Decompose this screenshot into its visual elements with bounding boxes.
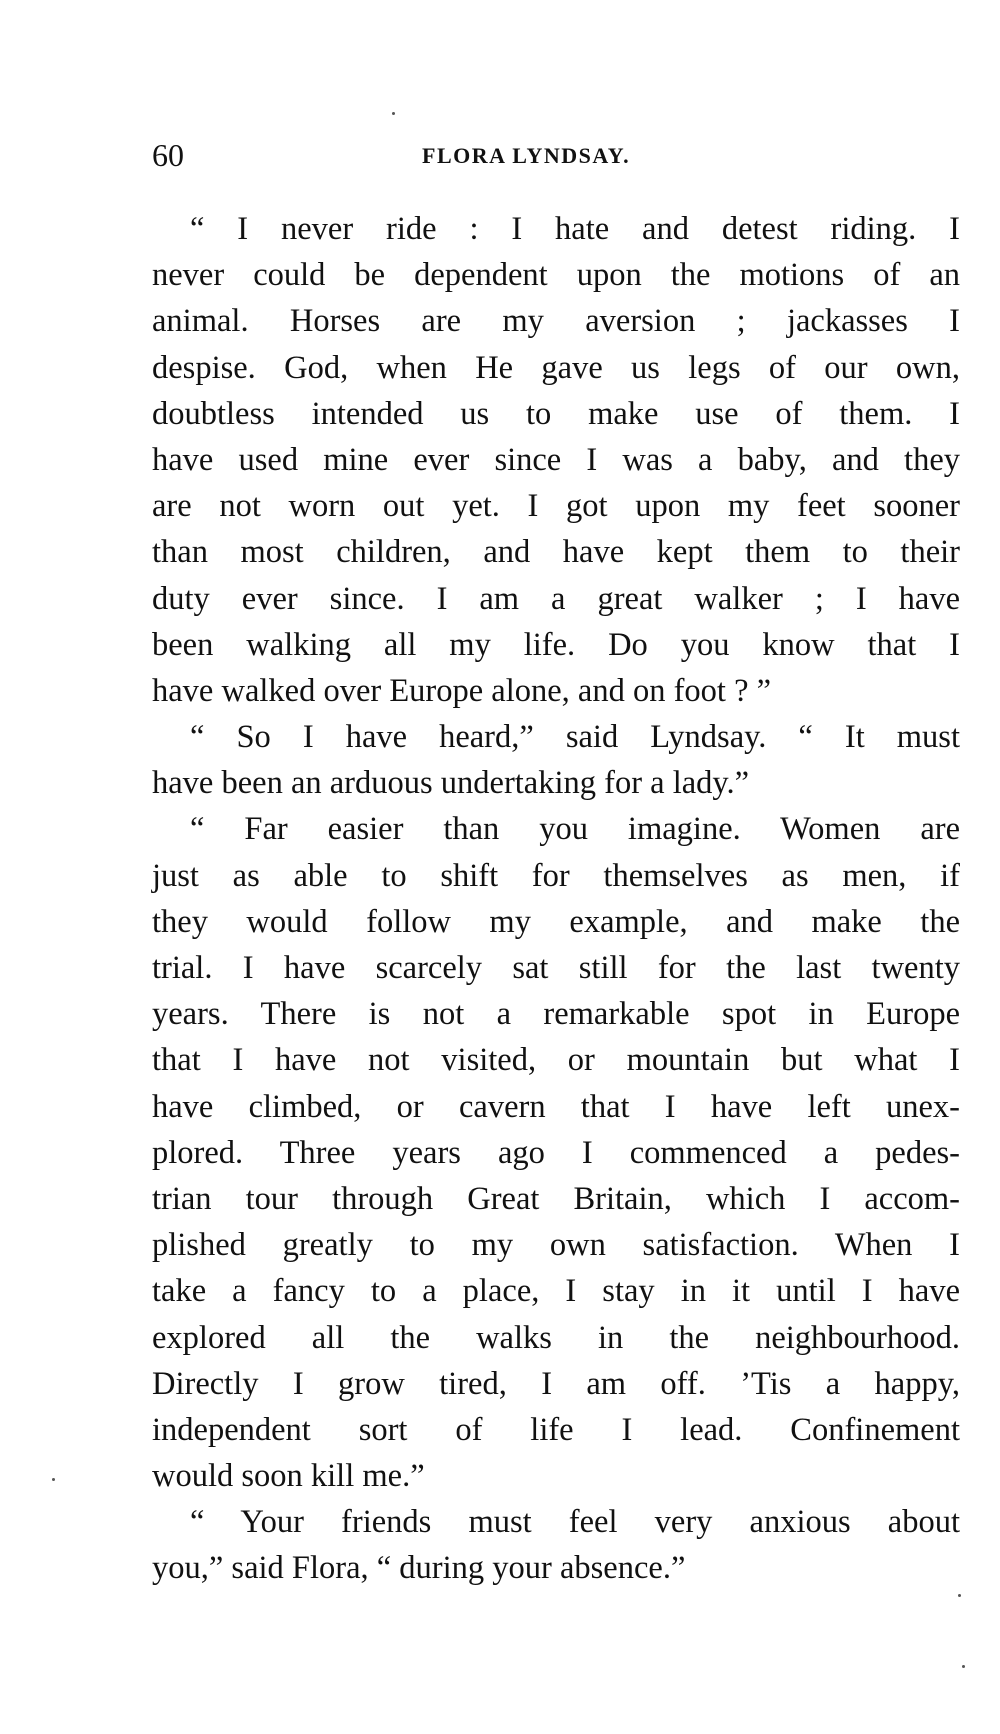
text-line: they would follow my example, and make the	[152, 903, 960, 940]
text-line: Directly I grow tired, I am off. ’Tis a happy,	[152, 1365, 960, 1402]
text-line: years. There is not a remarkable spot in Europe	[152, 996, 960, 1033]
text-line: trial. I have scarcely sat still for the last twenty	[152, 950, 960, 986]
page-number: 60	[152, 137, 184, 173]
text-line: “ So I have heard,” said Lyndsay. “ It must	[190, 719, 960, 756]
text-line: plored. Three years ago I commenced a pedes-	[152, 1134, 960, 1171]
text-line: have been an arduous undertaking for a lady.”	[152, 765, 750, 802]
text-line: never could be dependent upon the motions of an	[152, 257, 960, 294]
text-line: explored all the walks in the neighbourhood.	[152, 1319, 960, 1356]
text-line: trian tour through Great Britain, which I accom-	[152, 1180, 960, 1217]
ink-speck	[958, 1594, 961, 1597]
running-title: FLORA LYNDSAY.	[422, 143, 631, 168]
text-line: are not worn out yet. I got upon my feet sooner	[152, 488, 960, 525]
text-line: “ Your friends must feel very anxious about	[190, 1504, 960, 1541]
text-line: take a fancy to a place, I stay in it until I have	[152, 1273, 960, 1310]
ink-speck	[392, 112, 395, 115]
ink-speck	[52, 1478, 55, 1481]
text-line: have used mine ever since I was a baby, and they	[152, 441, 960, 478]
text-line: doubtless intended us to make use of them. I	[152, 395, 960, 432]
text-line: have walked over Europe alone, and on foot ? ”	[152, 672, 772, 709]
text-line: have climbed, or cavern that I have left unex-	[152, 1088, 960, 1125]
ink-speck	[962, 1665, 965, 1668]
text-line: you,” said Flora, “ during your absence.”	[152, 1550, 686, 1587]
text-line: “ Far easier than you imagine. Women are	[190, 811, 960, 848]
text-line: would soon kill me.”	[152, 1458, 425, 1495]
text-line: plished greatly to my own satisfaction. When I	[152, 1227, 960, 1264]
text-line: just as able to shift for themselves as men, if	[152, 857, 960, 894]
text-line: duty ever since. I am a great walker ; I have	[152, 580, 960, 617]
text-line: independent sort of life I lead. Confinement	[152, 1411, 960, 1448]
text-line: than most children, and have kept them to their	[152, 534, 960, 571]
text-line: that I have not visited, or mountain but what I	[152, 1042, 960, 1079]
text-line: despise. God, when He gave us legs of our own,	[152, 349, 960, 386]
text-line: animal. Horses are my aversion ; jackasses I	[152, 303, 960, 340]
body-text	[152, 206, 960, 1592]
text-line: “ I never ride : I hate and detest riding. I	[190, 211, 960, 247]
page-header	[152, 135, 960, 185]
text-line: been walking all my life. Do you know that I	[152, 626, 960, 663]
